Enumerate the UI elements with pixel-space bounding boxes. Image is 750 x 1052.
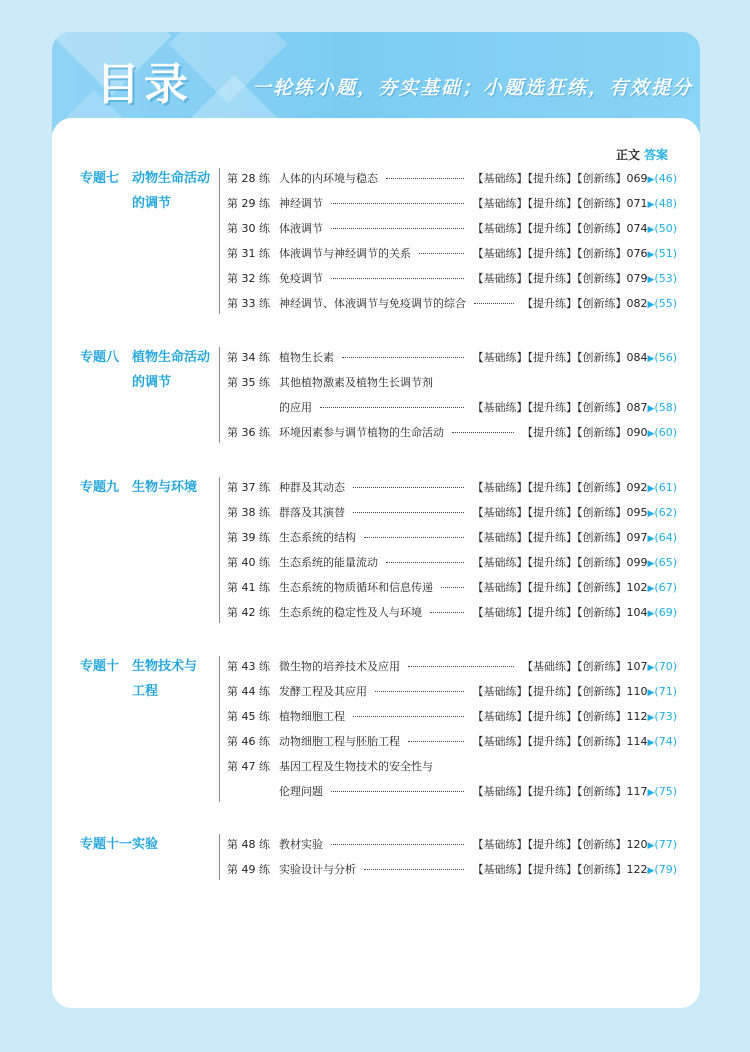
practice-levels: 【基础练】【提升练】【创新练】 [472,556,627,569]
exercise-title: 发酵工程及其应用 [279,685,367,698]
exercise-number: 第 35 练 [227,376,270,389]
toc-row[interactable] [227,857,677,882]
answer-page: (67) [654,581,677,594]
legend-main: 正文 [615,148,640,162]
arrow-icon: ▶ [647,484,655,494]
dot-leader [441,587,464,588]
exercise-tags [522,291,677,318]
practice-levels: 【基础练】【提升练】【创新练】 [472,197,627,210]
section-rows [227,475,677,625]
exercise-tags [472,191,677,218]
dot-leader [331,203,464,204]
dot-leader [419,253,464,254]
dot-leader [408,666,514,667]
answer-page: (79) [654,863,677,876]
toc-row[interactable] [227,475,677,500]
answer-page: (62) [654,506,677,519]
dot-leader [353,487,464,488]
practice-levels: 【基础练】【提升练】【创新练】 [472,531,627,544]
arrow-icon: ▶ [647,250,655,260]
toc-row[interactable] [227,575,677,600]
exercise-title: 免疫调节 [279,272,323,285]
practice-levels: 【基础练】【提升练】【创新练】 [472,222,627,235]
exercise-tags [522,420,677,447]
answer-page: (55) [654,297,677,310]
arrow-icon: ▶ [647,509,655,519]
exercise-title: 生态系统的能量流动 [279,556,378,569]
arrow-icon: ▶ [647,429,655,439]
legend-answer: 答案 [643,148,668,162]
exercise-tags [472,779,677,806]
practice-levels: 【基础练】【提升练】【创新练】 [472,710,627,723]
toc-row[interactable] [227,266,677,291]
answer-page: (70) [654,660,677,673]
exercise-title: 体液调节 [279,222,323,235]
toc-row[interactable] [227,420,677,445]
section-heading [80,475,210,500]
section-name: 生物技术与 [132,659,198,674]
page-number: 087 [626,401,648,414]
arrow-icon: ▶ [647,713,655,723]
dot-leader [386,562,464,563]
arrow-icon: ▶ [647,275,655,285]
practice-levels: 【基础练】【提升练】【创新练】 [472,172,627,185]
practice-levels: 【基础练】【提升练】【创新练】 [472,838,627,851]
answer-page: (50) [654,222,677,235]
practice-levels: 【基础练】【提升练】【创新练】 [472,272,627,285]
column-legend [616,146,668,163]
toc-row[interactable] [227,500,677,525]
exercise-number: 第 40 练 [227,556,270,569]
answer-page: (58) [654,401,677,414]
arrow-icon: ▶ [647,404,655,414]
page-number: 120 [626,838,648,851]
answer-page: (75) [654,785,677,798]
exercise-title: 实验设计与分析 [279,863,356,876]
answer-page: (53) [654,272,677,285]
dot-leader [430,612,464,613]
section-number: 专题十一 [80,837,133,852]
exercise-number: 第 44 练 [227,685,270,698]
arrow-icon: ▶ [647,200,655,210]
page-number: 097 [626,531,648,544]
answer-page: (64) [654,531,677,544]
section-divider [219,477,220,623]
dot-leader [353,512,464,513]
page-number: 069 [626,172,648,185]
exercise-title: 的应用 [279,401,312,414]
dot-leader [386,178,464,179]
toc-row[interactable] [227,191,677,216]
practice-levels: 【提升练】【创新练】 [521,426,627,439]
header-slogan: 一轮练小题，夯实基础；小题选狂练，有效提分 [252,77,694,99]
dot-leader [364,869,464,870]
exercise-title: 生态系统的结构 [279,531,356,544]
toc-row[interactable] [227,704,677,729]
dot-leader [364,537,464,538]
exercise-number: 第 45 练 [227,710,270,723]
exercise-number: 第 49 练 [227,863,270,876]
toc-row[interactable] [227,370,677,395]
answer-page: (61) [654,481,677,494]
exercise-title: 微生物的培养技术及应用 [279,660,400,673]
arrow-icon: ▶ [647,609,655,619]
arrow-icon: ▶ [647,788,655,798]
exercise-tags [472,550,677,577]
arrow-icon: ▶ [647,738,655,748]
page-number: 095 [626,506,648,519]
answer-page: (51) [654,247,677,260]
answer-page: (48) [654,197,677,210]
practice-levels: 【提升练】【创新练】 [521,297,627,310]
answer-page: (71) [654,685,677,698]
section-number: 专题八 [80,350,120,365]
practice-levels: 【基础练】【提升练】【创新练】 [472,401,627,414]
answer-page: (65) [654,556,677,569]
toc-row[interactable] [227,654,677,679]
exercise-number: 第 39 练 [227,531,270,544]
page-number: 112 [626,710,648,723]
practice-levels: 【基础练】【提升练】【创新练】 [472,506,627,519]
section-rows [227,832,677,882]
section-rows [227,345,677,445]
exercise-title: 生态系统的物质循环和信息传递 [279,581,433,594]
page-number: 104 [626,606,648,619]
page-number: 107 [626,660,648,673]
dot-leader [353,716,464,717]
page-number: 102 [626,581,648,594]
toc-row[interactable] [227,525,677,550]
page-number: 084 [626,351,648,364]
dot-leader [320,407,464,408]
exercise-tags [472,525,677,552]
practice-levels: 【基础练】【创新练】 [521,660,627,673]
practice-levels: 【基础练】【提升练】【创新练】 [472,247,627,260]
exercise-number: 第 36 练 [227,426,270,439]
section-divider [219,168,220,314]
section-divider [219,834,220,880]
toc-row[interactable] [227,291,677,316]
section-heading [80,832,210,857]
page-number: 099 [626,556,648,569]
toc-row[interactable] [227,779,677,804]
section-divider [219,656,220,802]
section-divider [219,347,220,443]
exercise-tags [472,395,677,422]
section-name: 植物生命活动 [132,350,211,365]
page-number: 122 [626,863,648,876]
section-name: 生物与环境 [132,480,198,495]
toc-row[interactable] [227,345,677,370]
practice-levels: 【基础练】【提升练】【创新练】 [472,581,627,594]
exercise-title: 生态系统的稳定性及人与环境 [279,606,422,619]
exercise-title: 伦理问题 [279,785,323,798]
practice-levels: 【基础练】【提升练】【创新练】 [472,863,627,876]
arrow-icon: ▶ [647,300,655,310]
exercise-number: 第 30 练 [227,222,270,235]
toc-row[interactable] [227,241,677,266]
page-number: 090 [626,426,648,439]
page-title: 目录 [96,59,192,110]
exercise-title: 基因工程及生物技术的安全性与 [279,760,433,773]
answer-page: (69) [654,606,677,619]
exercise-tags [472,345,677,372]
exercise-number: 第 47 练 [227,760,270,773]
toc-row[interactable] [227,600,677,625]
toc-row[interactable] [227,395,677,420]
arrow-icon: ▶ [647,559,655,569]
exercise-tags [472,166,677,193]
exercise-tags [472,266,677,293]
exercise-tags [472,857,677,884]
arrow-icon: ▶ [647,688,655,698]
page-number: 074 [626,222,648,235]
section-heading [80,345,210,395]
exercise-title: 动物细胞工程与胚胎工程 [279,735,400,748]
arrow-icon: ▶ [647,225,655,235]
exercise-tags [472,475,677,502]
exercise-tags [472,600,677,627]
practice-levels: 【基础练】【提升练】【创新练】 [472,735,627,748]
toc-row[interactable] [227,216,677,241]
dot-leader [452,432,514,433]
toc-row[interactable] [227,832,677,857]
exercise-tags [472,216,677,243]
section-name: 实验 [132,837,159,852]
exercise-number: 第 28 练 [227,172,270,185]
arrow-icon: ▶ [647,175,655,185]
exercise-title: 神经调节、体液调节与免疫调节的综合 [279,297,466,310]
exercise-number: 第 41 练 [227,581,270,594]
section-rows [227,654,677,804]
exercise-tags [472,500,677,527]
toc-row[interactable] [227,729,677,754]
arrow-icon: ▶ [647,841,655,851]
exercise-tags [472,241,677,268]
page-number: 082 [626,297,648,310]
arrow-icon: ▶ [647,534,655,544]
section-name-cont: 的调节 [132,375,172,390]
exercise-title: 植物生长素 [279,351,334,364]
practice-levels: 【基础练】【提升练】【创新练】 [472,351,627,364]
practice-levels: 【基础练】【提升练】【创新练】 [472,685,627,698]
dot-leader [474,303,514,304]
section-number: 专题九 [80,480,120,495]
toc-row[interactable] [227,166,677,191]
answer-page: (56) [654,351,677,364]
exercise-title: 植物细胞工程 [279,710,345,723]
section-heading [80,166,210,216]
exercise-title: 人体的内环境与稳态 [279,172,378,185]
section-heading [80,654,210,704]
section-name-cont: 工程 [132,684,159,699]
page-number: 117 [626,785,648,798]
dot-leader [408,741,464,742]
practice-levels: 【基础练】【提升练】【创新练】 [472,481,627,494]
dot-leader [331,791,464,792]
exercise-title: 其他植物激素及植物生长调节剂 [279,376,433,389]
exercise-title: 教材实验 [279,838,323,851]
dot-leader [331,844,464,845]
toc-row[interactable] [227,754,677,779]
answer-page: (60) [654,426,677,439]
page-number: 114 [626,735,648,748]
toc-row[interactable] [227,550,677,575]
exercise-number: 第 31 练 [227,247,270,260]
page-number: 079 [626,272,648,285]
answer-page: (77) [654,838,677,851]
section-name-cont: 的调节 [132,196,172,211]
exercise-tags [472,575,677,602]
exercise-title: 群落及其演替 [279,506,345,519]
page-number: 110 [626,685,648,698]
dot-leader [331,228,464,229]
exercise-number: 第 33 练 [227,297,270,310]
exercise-number: 第 43 练 [227,660,270,673]
page-number: 092 [626,481,648,494]
toc-row[interactable] [227,679,677,704]
section-rows [227,166,677,316]
exercise-number: 第 34 练 [227,351,270,364]
exercise-tags [522,654,677,681]
exercise-title: 环境因素参与调节植物的生命活动 [279,426,444,439]
practice-levels: 【基础练】【提升练】【创新练】 [472,785,627,798]
toc-panel [52,118,700,1008]
exercise-title: 种群及其动态 [279,481,345,494]
header-banner [52,32,700,132]
answer-page: (74) [654,735,677,748]
practice-levels: 【基础练】【提升练】【创新练】 [472,606,627,619]
dot-leader [375,691,464,692]
dot-leader [331,278,464,279]
arrow-icon: ▶ [647,866,655,876]
exercise-number: 第 46 练 [227,735,270,748]
answer-page: (46) [654,172,677,185]
exercise-number: 第 37 练 [227,481,270,494]
arrow-icon: ▶ [647,354,655,364]
exercise-tags [472,679,677,706]
arrow-icon: ▶ [647,584,655,594]
section-number: 专题十 [80,659,120,674]
answer-page: (73) [654,710,677,723]
dot-leader [342,357,464,358]
exercise-tags [472,704,677,731]
arrow-icon: ▶ [647,663,655,673]
page-number: 071 [626,197,648,210]
exercise-tags [472,729,677,756]
exercise-tags [472,832,677,859]
exercise-number: 第 42 练 [227,606,270,619]
exercise-number: 第 38 练 [227,506,270,519]
exercise-title: 神经调节 [279,197,323,210]
exercise-number: 第 29 练 [227,197,270,210]
exercise-number: 第 48 练 [227,838,270,851]
section-name: 动物生命活动 [132,171,211,186]
exercise-title: 体液调节与神经调节的关系 [279,247,411,260]
section-number: 专题七 [80,171,120,186]
page-number: 076 [626,247,648,260]
exercise-number: 第 32 练 [227,272,270,285]
